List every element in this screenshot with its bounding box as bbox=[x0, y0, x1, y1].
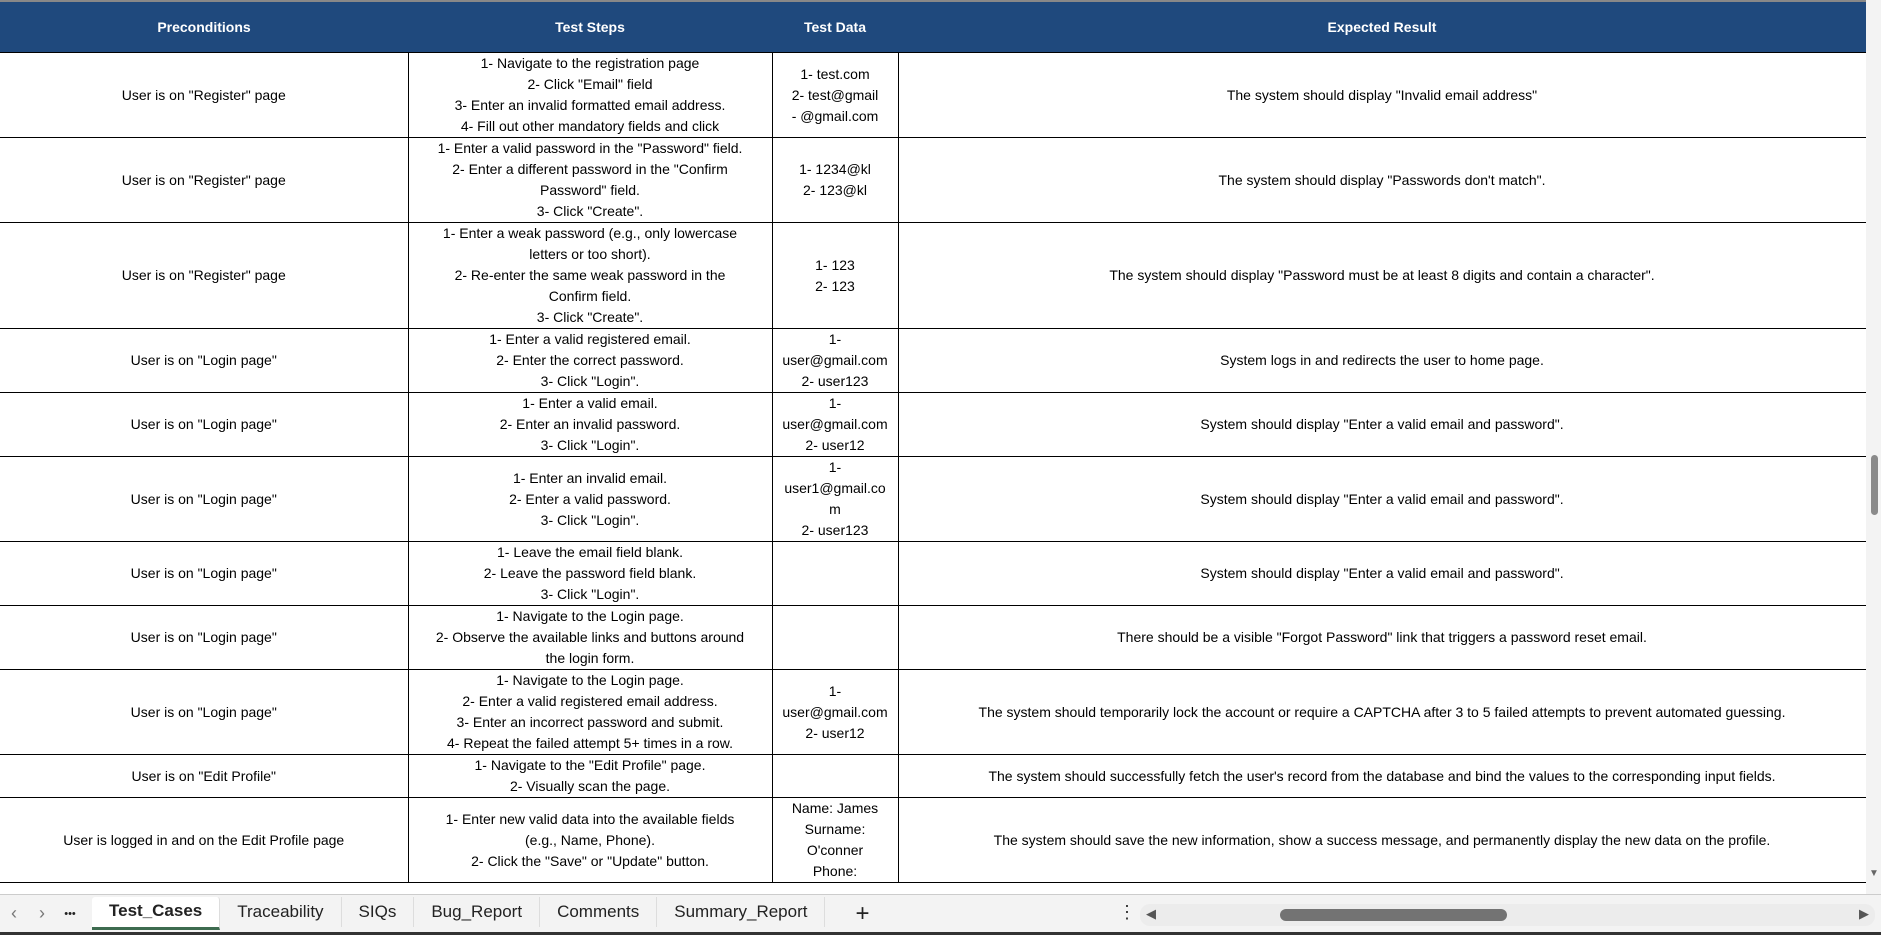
next-sheet-icon[interactable]: › bbox=[39, 903, 45, 923]
test-data-cell[interactable]: 1- user@gmail.com 2- user12 bbox=[772, 393, 898, 457]
sheet-tab-traceability[interactable]: Traceability bbox=[220, 897, 341, 927]
test-steps-cell[interactable]: 1- Leave the email field blank. 2- Leave the password field blank. 3- Click "Login". bbox=[408, 542, 772, 606]
horizontal-scroll-thumb[interactable] bbox=[1280, 909, 1507, 921]
test-data-cell[interactable]: 1- user@gmail.com 2- user12 bbox=[772, 670, 898, 755]
precondition-cell[interactable]: User is on "Register" page bbox=[0, 223, 408, 329]
expected-result-cell[interactable]: System should display "Enter a valid email and password". bbox=[898, 542, 1866, 606]
test-steps-cell[interactable]: 1- Navigate to the Login page. 2- Enter a valid registered email address. 3- Enter an incorrect password and submit. 4- Repeat the failed attempt 5+ times in a row. bbox=[408, 670, 772, 755]
precondition-cell[interactable]: User is logged in and on the Edit Profile page bbox=[0, 798, 408, 883]
precondition-cell[interactable]: User is on "Login page" bbox=[0, 606, 408, 670]
test-steps-cell[interactable]: 1- Enter new valid data into the available fields (e.g., Name, Phone). 2- Click the "Save" or "Update" button. bbox=[408, 798, 772, 883]
expected-result-cell[interactable]: The system should display "Passwords don't match". bbox=[898, 138, 1866, 223]
precondition-cell[interactable]: User is on "Login page" bbox=[0, 393, 408, 457]
expected-result-cell[interactable]: System should display "Enter a valid email and password". bbox=[898, 457, 1866, 542]
test-steps-cell[interactable]: 1- Enter a valid password in the "Password" field. 2- Enter a different password in the "Confirm Password" field. 3- Click "Create". bbox=[408, 138, 772, 223]
table-row bbox=[0, 798, 1866, 883]
table-row bbox=[0, 329, 1866, 393]
test-data-cell[interactable]: 1- user@gmail.com 2- user123 bbox=[772, 329, 898, 393]
test-steps-cell[interactable]: 1- Enter a valid email. 2- Enter an invalid password. 3- Click "Login". bbox=[408, 393, 772, 457]
expected-result-cell[interactable]: The system should display "Invalid email address" bbox=[898, 53, 1866, 138]
prev-sheet-icon[interactable]: ‹ bbox=[11, 903, 17, 923]
header-expected-result[interactable]: Expected Result bbox=[898, 1, 1866, 53]
expected-result-cell[interactable]: System should display "Enter a valid email and password". bbox=[898, 393, 1866, 457]
sheet-tab-test-cases[interactable]: Test_Cases bbox=[92, 897, 220, 930]
sheet-tab-comments[interactable]: Comments bbox=[540, 897, 657, 927]
expected-result-cell[interactable]: There should be a visible "Forgot Password" link that triggers a password reset email. bbox=[898, 606, 1866, 670]
precondition-cell[interactable]: User is on "Register" page bbox=[0, 138, 408, 223]
more-sheets-button[interactable]: ••• bbox=[64, 907, 76, 920]
test-data-cell[interactable]: 1- test.com 2- test@gmail - @gmail.com bbox=[772, 53, 898, 138]
precondition-cell[interactable]: User is on "Login page" bbox=[0, 542, 408, 606]
options-kebab-icon[interactable]: ⋮ bbox=[1118, 902, 1136, 922]
table-row bbox=[0, 393, 1866, 457]
expected-result-cell[interactable]: The system should save the new information, show a success message, and permanently display the new data on the profile. bbox=[898, 798, 1866, 883]
table-row bbox=[0, 53, 1866, 138]
table-row bbox=[0, 755, 1866, 798]
sheet-tab-bug-report[interactable]: Bug_Report bbox=[414, 897, 540, 927]
precondition-cell[interactable]: User is on "Register" page bbox=[0, 53, 408, 138]
sheet-tab-summary-report[interactable]: Summary_Report bbox=[657, 897, 825, 927]
scroll-left-icon[interactable]: ◀ bbox=[1146, 906, 1156, 921]
test-steps-cell[interactable]: 1- Enter an invalid email. 2- Enter a valid password. 3- Click "Login". bbox=[408, 457, 772, 542]
table-row bbox=[0, 138, 1866, 223]
test-steps-cell[interactable]: 1- Navigate to the "Edit Profile" page. 2- Visually scan the page. bbox=[408, 755, 772, 798]
header-preconditions[interactable]: Preconditions bbox=[0, 1, 408, 53]
precondition-cell[interactable]: User is on "Edit Profile" bbox=[0, 755, 408, 798]
table-row bbox=[0, 457, 1866, 542]
precondition-cell[interactable]: User is on "Login page" bbox=[0, 329, 408, 393]
precondition-cell[interactable]: User is on "Login page" bbox=[0, 457, 408, 542]
table-row bbox=[0, 223, 1866, 329]
test-steps-cell[interactable]: 1- Navigate to the Login page. 2- Observe the available links and buttons around the login form. bbox=[408, 606, 772, 670]
test-steps-cell[interactable]: 1- Navigate to the registration page 2- Click "Email" field 3- Enter an invalid formatted email address. 4- Fill out other mandatory fields and click bbox=[408, 53, 772, 138]
expected-result-cell[interactable]: System logs in and redirects the user to home page. bbox=[898, 329, 1866, 393]
header-row bbox=[0, 1, 1866, 53]
header-test-steps[interactable]: Test Steps bbox=[408, 1, 772, 53]
vertical-scroll-thumb[interactable] bbox=[1871, 455, 1878, 515]
table-row bbox=[0, 606, 1866, 670]
vertical-scrollbar[interactable] bbox=[1866, 0, 1881, 894]
test-steps-cell[interactable]: 1- Enter a valid registered email. 2- Enter the correct password. 3- Click "Login". bbox=[408, 329, 772, 393]
test-data-cell[interactable]: 1- 1234@kl 2- 123@kl bbox=[772, 138, 898, 223]
test-data-cell[interactable]: 1- 123 2- 123 bbox=[772, 223, 898, 329]
add-sheet-button[interactable]: + bbox=[855, 899, 870, 927]
header-test-data[interactable]: Test Data bbox=[772, 1, 898, 53]
precondition-cell[interactable]: User is on "Login page" bbox=[0, 670, 408, 755]
test-data-cell[interactable] bbox=[772, 606, 898, 670]
test-data-cell[interactable] bbox=[772, 542, 898, 606]
table-row bbox=[0, 542, 1866, 606]
table-row bbox=[0, 670, 1866, 755]
test-steps-cell[interactable]: 1- Enter a weak password (e.g., only lowercase letters or too short). 2- Re-enter the same weak password in the Confirm field. 3- Click "Create". bbox=[408, 223, 772, 329]
test-data-cell[interactable]: Name: James Surname: O'conner Phone: bbox=[772, 798, 898, 883]
sheet-tab-siqs[interactable]: SIQs bbox=[342, 897, 415, 927]
expected-result-cell[interactable]: The system should display "Password must be at least 8 digits and contain a character". bbox=[898, 223, 1866, 329]
test-data-cell[interactable]: 1- user1@gmail.co m 2- user123 bbox=[772, 457, 898, 542]
expected-result-cell[interactable]: The system should temporarily lock the account or require a CAPTCHA after 3 to 5 failed attempts to prevent automated guessing. bbox=[898, 670, 1866, 755]
horizontal-scrollbar[interactable] bbox=[1140, 904, 1875, 926]
scroll-right-icon[interactable]: ▶ bbox=[1859, 906, 1869, 921]
expected-result-cell[interactable]: The system should successfully fetch the user's record from the database and bind the values to the corresponding input fields. bbox=[898, 755, 1866, 798]
scroll-down-icon[interactable]: ▼ bbox=[1869, 868, 1879, 879]
test-data-cell[interactable] bbox=[772, 755, 898, 798]
